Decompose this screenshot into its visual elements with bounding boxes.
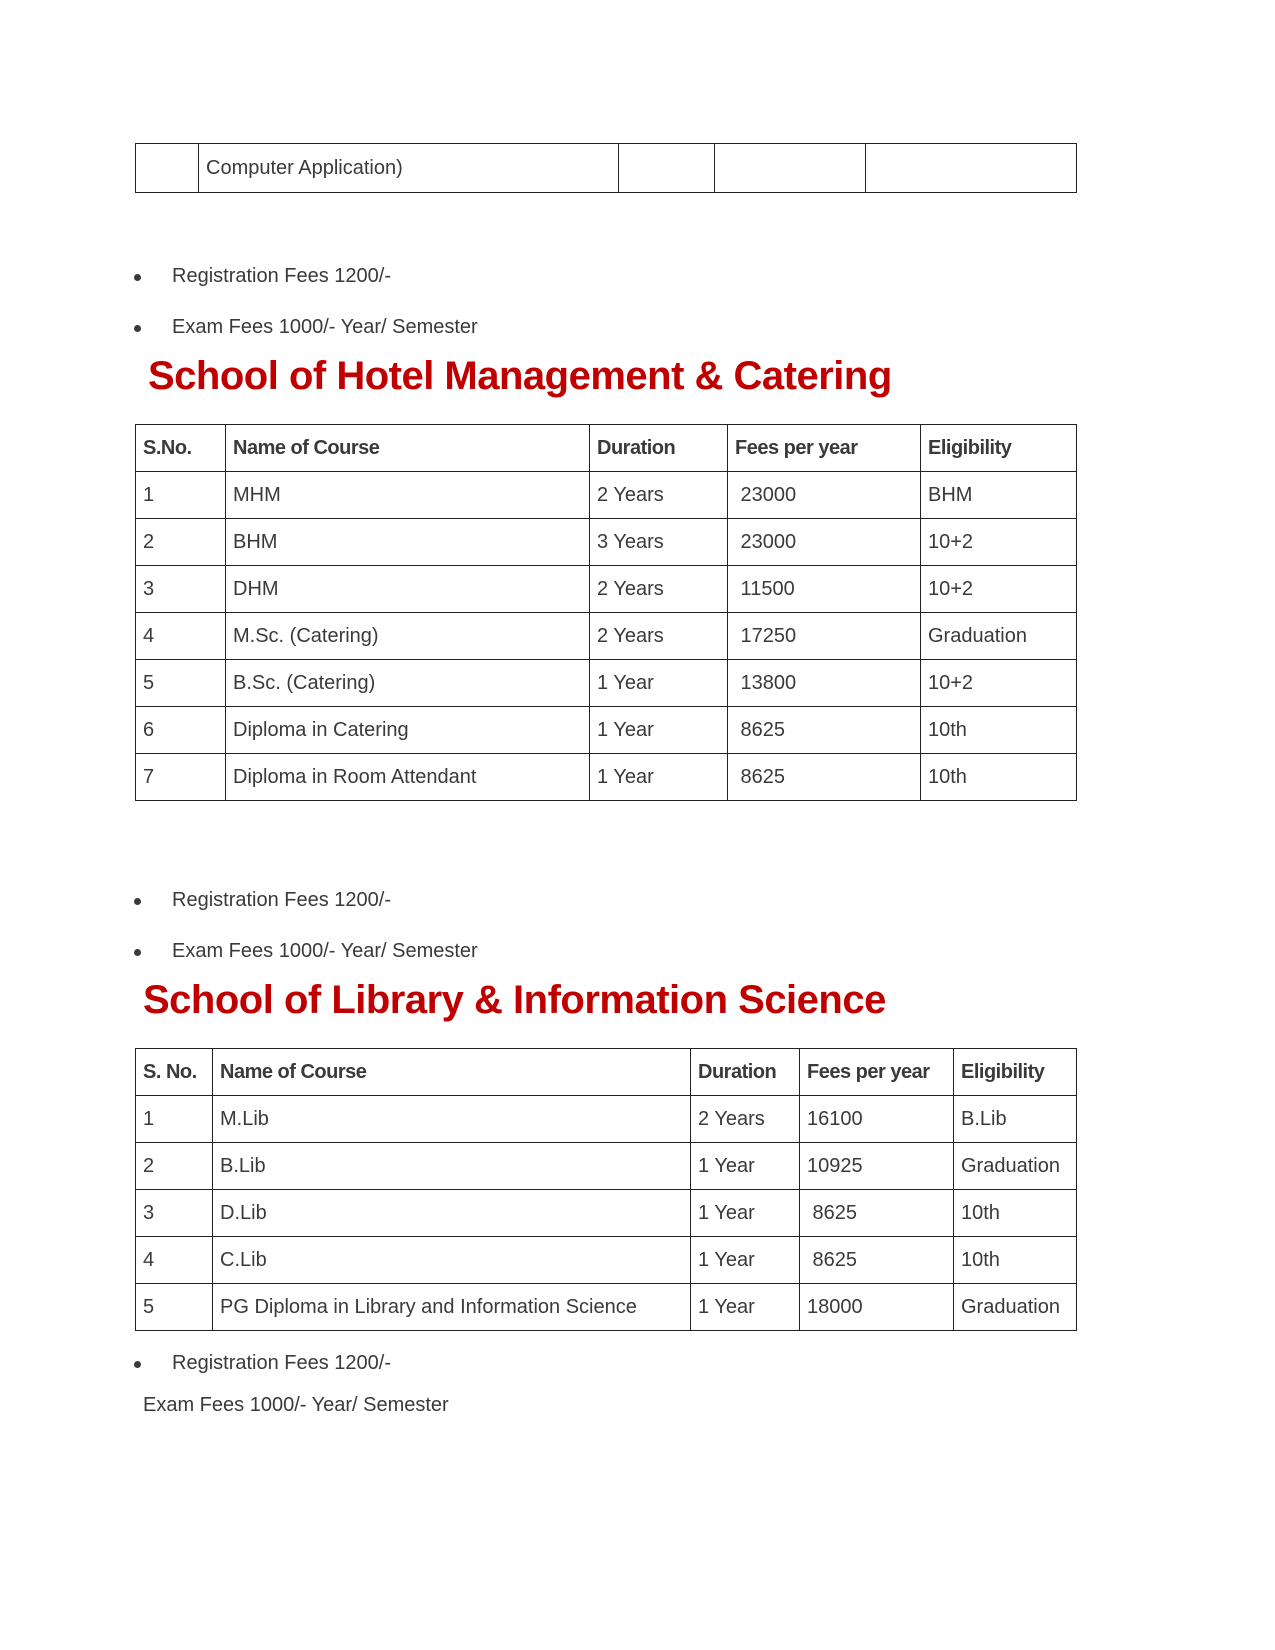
column-header: S. No. bbox=[136, 1049, 213, 1096]
table-cell: 8625 bbox=[800, 1190, 954, 1237]
table-cell: 10th bbox=[921, 754, 1077, 801]
table-cell: 8625 bbox=[728, 754, 921, 801]
table-cell: 3 bbox=[136, 566, 226, 613]
column-header: Eligibility bbox=[954, 1049, 1077, 1096]
column-header: Fees per year bbox=[728, 425, 921, 472]
bullet-icon bbox=[134, 898, 141, 905]
table-cell: BHM bbox=[921, 472, 1077, 519]
bullet-icon bbox=[134, 274, 141, 281]
table-row bbox=[136, 1284, 1077, 1331]
table-cell bbox=[715, 144, 866, 193]
bullet-icon bbox=[134, 325, 141, 332]
table-cell: 10925 bbox=[800, 1143, 954, 1190]
table-cell: Diploma in Catering bbox=[226, 707, 590, 754]
table-cell: 10+2 bbox=[921, 660, 1077, 707]
table-cell: 7 bbox=[136, 754, 226, 801]
column-header: Name of Course bbox=[213, 1049, 691, 1096]
column-header: Duration bbox=[590, 425, 728, 472]
exam-fees-text: Exam Fees 1000/- Year/ Semester bbox=[143, 1394, 449, 1416]
table-cell bbox=[866, 144, 1077, 193]
table-row bbox=[136, 1096, 1077, 1143]
column-header: S.No. bbox=[136, 425, 226, 472]
table-cell: Diploma in Room Attendant bbox=[226, 754, 590, 801]
table-cell: 2 Years bbox=[590, 472, 728, 519]
table-cell: 1 bbox=[136, 1096, 213, 1143]
library-science-fees-table bbox=[135, 1048, 1077, 1331]
table-cell: C.Lib bbox=[213, 1237, 691, 1284]
table-cell: B.Lib bbox=[213, 1143, 691, 1190]
table-cell: 3 Years bbox=[590, 519, 728, 566]
continuation-table bbox=[135, 143, 1077, 193]
bullet-icon bbox=[134, 949, 141, 956]
table-cell: Graduation bbox=[954, 1284, 1077, 1331]
table-cell: 10+2 bbox=[921, 566, 1077, 613]
table-row bbox=[136, 613, 1077, 660]
table-cell: 2 bbox=[136, 1143, 213, 1190]
table-cell: 10th bbox=[954, 1190, 1077, 1237]
table-cell: 1 Year bbox=[590, 660, 728, 707]
table-row bbox=[136, 660, 1077, 707]
table-cell: B.Sc. (Catering) bbox=[226, 660, 590, 707]
table-cell: M.Lib bbox=[213, 1096, 691, 1143]
table-row bbox=[136, 566, 1077, 613]
table-cell: 6 bbox=[136, 707, 226, 754]
table-header-row bbox=[136, 425, 1077, 472]
table-cell: 1 Year bbox=[590, 754, 728, 801]
table-cell: 8625 bbox=[728, 707, 921, 754]
column-header: Name of Course bbox=[226, 425, 590, 472]
table-row bbox=[136, 519, 1077, 566]
table-row bbox=[136, 472, 1077, 519]
table-cell: DHM bbox=[226, 566, 590, 613]
table-cell: B.Lib bbox=[954, 1096, 1077, 1143]
table-cell: 13800 bbox=[728, 660, 921, 707]
table-row bbox=[136, 1237, 1077, 1284]
table-cell: 2 bbox=[136, 519, 226, 566]
table-cell: 10th bbox=[921, 707, 1077, 754]
bullet-icon bbox=[134, 1361, 141, 1368]
table-cell: 10th bbox=[954, 1237, 1077, 1284]
table-cell: Computer Application) bbox=[199, 144, 619, 193]
table-row bbox=[136, 144, 1077, 193]
table-cell: 5 bbox=[136, 660, 226, 707]
table-cell: D.Lib bbox=[213, 1190, 691, 1237]
table-cell: Graduation bbox=[921, 613, 1077, 660]
table-cell: 1 Year bbox=[590, 707, 728, 754]
table-cell: 10+2 bbox=[921, 519, 1077, 566]
table-cell: 1 Year bbox=[691, 1190, 800, 1237]
column-header: Duration bbox=[691, 1049, 800, 1096]
table-cell: 1 Year bbox=[691, 1284, 800, 1331]
table-cell: 1 bbox=[136, 472, 226, 519]
table-cell: BHM bbox=[226, 519, 590, 566]
table-row bbox=[136, 1143, 1077, 1190]
section-heading: School of Hotel Management & Catering bbox=[148, 354, 892, 398]
table-cell: 11500 bbox=[728, 566, 921, 613]
table-cell: 5 bbox=[136, 1284, 213, 1331]
table-cell: 4 bbox=[136, 1237, 213, 1284]
column-header: Eligibility bbox=[921, 425, 1077, 472]
table-row bbox=[136, 754, 1077, 801]
table-cell: MHM bbox=[226, 472, 590, 519]
table-cell: Graduation bbox=[954, 1143, 1077, 1190]
column-header: Fees per year bbox=[800, 1049, 954, 1096]
table-cell bbox=[619, 144, 715, 193]
table-row bbox=[136, 1190, 1077, 1237]
table-cell: 2 Years bbox=[590, 566, 728, 613]
hotel-management-fees-table bbox=[135, 424, 1077, 801]
table-cell: 16100 bbox=[800, 1096, 954, 1143]
table-cell: 23000 bbox=[728, 472, 921, 519]
table-cell: 3 bbox=[136, 1190, 213, 1237]
table-cell: 1 Year bbox=[691, 1237, 800, 1284]
table-cell: 23000 bbox=[728, 519, 921, 566]
table-cell: M.Sc. (Catering) bbox=[226, 613, 590, 660]
table-cell: 2 Years bbox=[590, 613, 728, 660]
table-cell: 18000 bbox=[800, 1284, 954, 1331]
section-heading: School of Library & Information Science bbox=[143, 978, 886, 1022]
table-header-row bbox=[136, 1049, 1077, 1096]
table-cell: 8625 bbox=[800, 1237, 954, 1284]
table-cell: 4 bbox=[136, 613, 226, 660]
table-cell: PG Diploma in Library and Information Science bbox=[213, 1284, 691, 1331]
table-cell: 2 Years bbox=[691, 1096, 800, 1143]
table-row bbox=[136, 707, 1077, 754]
table-cell: 17250 bbox=[728, 613, 921, 660]
table-cell bbox=[136, 144, 199, 193]
table-cell: 1 Year bbox=[691, 1143, 800, 1190]
